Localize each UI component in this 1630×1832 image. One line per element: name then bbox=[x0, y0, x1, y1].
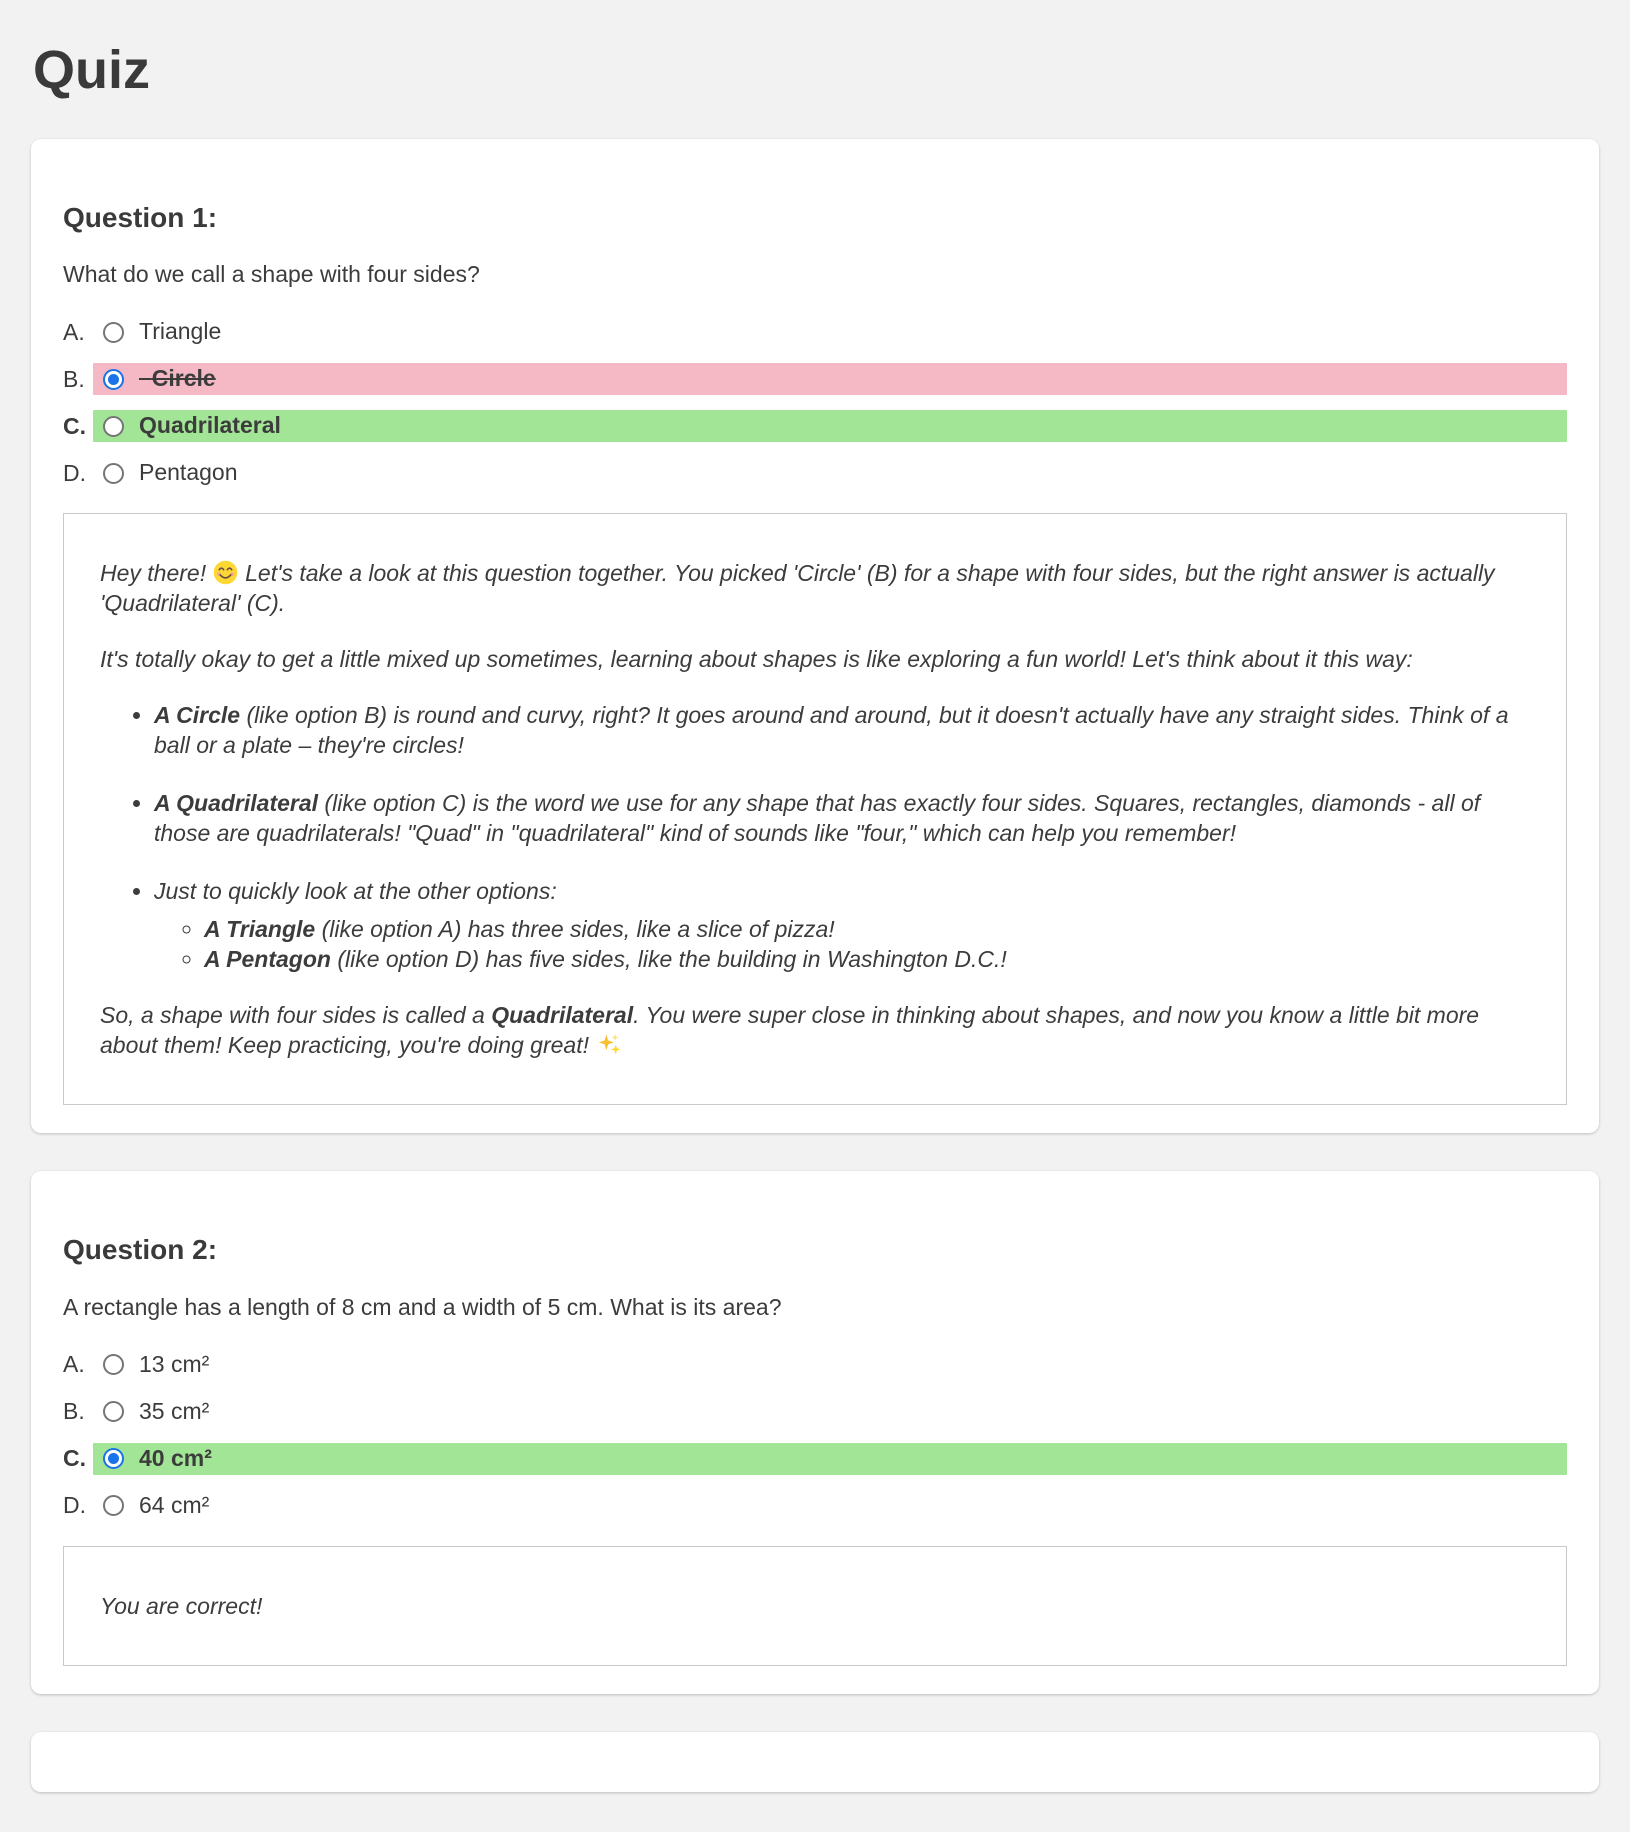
option-label: Triangle bbox=[139, 318, 222, 345]
feedback-paragraph-3 bbox=[100, 1000, 1530, 1060]
feedback-paragraph-1 bbox=[100, 558, 1530, 618]
feedback-bullet-circle bbox=[154, 700, 1530, 760]
radio-unselected-icon[interactable] bbox=[103, 322, 124, 343]
option-body bbox=[93, 316, 1567, 348]
option-label: 40 cm² bbox=[139, 1444, 212, 1471]
incorrect-answer-highlight bbox=[93, 363, 1567, 395]
question-2-options bbox=[63, 1349, 1567, 1522]
feedback-text: Let's take a look at this question together. You picked 'Circle' (B) for a shape with four sides, but the right answer is actually 'Quadrilateral' (C). bbox=[100, 560, 1495, 617]
question-1-options bbox=[63, 316, 1567, 489]
option-letter: D. bbox=[63, 1492, 86, 1519]
question-1-card bbox=[31, 139, 1599, 1133]
correct-answer-highlight bbox=[93, 1443, 1567, 1475]
question-1-option-b[interactable] bbox=[63, 363, 1567, 395]
feedback-text: . You were super close in thinking about shapes, and now you know a little bit more about them! Keep practicing, you're doing great! bbox=[100, 1002, 1480, 1059]
question-2-card bbox=[31, 1171, 1599, 1693]
feedback-message: You are correct! bbox=[100, 1592, 263, 1619]
radio-unselected-icon[interactable] bbox=[103, 1354, 124, 1375]
feedback-text: So, a shape with four sides is called a bbox=[100, 1002, 492, 1029]
option-label: 13 cm² bbox=[139, 1350, 210, 1377]
question-3-card-partial bbox=[31, 1732, 1599, 1792]
correct-answer-highlight bbox=[93, 410, 1567, 442]
option-label: Circle bbox=[151, 365, 216, 392]
option-body bbox=[93, 1490, 1567, 1522]
option-letter: C. bbox=[63, 1445, 86, 1472]
feedback-sub-bullet-list bbox=[154, 914, 1530, 974]
question-2-option-d[interactable] bbox=[63, 1490, 1567, 1522]
feedback-text: Hey there! bbox=[100, 560, 207, 587]
feedback-text: (like option B) is round and curvy, right? It goes around and around, but it doesn't actually have any straight sides. Think of a ball or a plate – they're circles! bbox=[154, 702, 1509, 759]
question-1-prompt: What do we call a shape with four sides? bbox=[63, 261, 480, 288]
feedback-text: (like option D) has five sides, like the building in Washington D.C.! bbox=[330, 946, 1007, 973]
feedback-bullet-list bbox=[100, 700, 1530, 974]
feedback-bullet-quadrilateral bbox=[154, 788, 1530, 848]
radio-unselected-icon[interactable] bbox=[103, 1401, 124, 1422]
question-2-prompt: A rectangle has a length of 8 cm and a width of 5 cm. What is its area? bbox=[63, 1293, 782, 1320]
option-letter: D. bbox=[63, 459, 86, 486]
question-2-option-b[interactable] bbox=[63, 1396, 1567, 1428]
radio-selected-icon[interactable] bbox=[103, 369, 124, 390]
question-2-feedback-box bbox=[63, 1546, 1567, 1666]
question-1-feedback-box bbox=[63, 513, 1567, 1105]
radio-unselected-icon[interactable] bbox=[103, 463, 124, 484]
feedback-text: Just to quickly look at the other options: bbox=[154, 878, 557, 905]
option-label: 64 cm² bbox=[139, 1491, 210, 1518]
feedback-bold-term: A Quadrilateral bbox=[154, 790, 319, 817]
option-label: 35 cm² bbox=[139, 1397, 210, 1424]
question-1-option-c[interactable] bbox=[63, 410, 1567, 442]
feedback-bold-term: A Triangle bbox=[204, 916, 316, 943]
option-body bbox=[93, 1396, 1567, 1428]
radio-unselected-icon[interactable] bbox=[103, 1495, 124, 1516]
question-2-heading: Question 2: bbox=[63, 1234, 218, 1266]
option-letter: A. bbox=[63, 1351, 85, 1378]
feedback-bold-term: A Pentagon bbox=[204, 946, 331, 973]
feedback-bold-term: Quadrilateral bbox=[491, 1002, 634, 1029]
feedback-bold-term: A Circle bbox=[154, 702, 241, 729]
option-label: Quadrilateral bbox=[139, 412, 281, 439]
option-letter: A. bbox=[63, 318, 85, 345]
feedback-paragraph-2: It's totally okay to get a little mixed up sometimes, learning about shapes is like exploring a fun world! Let's think about it this way: bbox=[100, 646, 1413, 673]
option-letter: B. bbox=[63, 1398, 85, 1425]
option-letter: C. bbox=[63, 412, 86, 439]
radio-unselected-icon[interactable] bbox=[103, 416, 124, 437]
feedback-sub-bullet-pentagon bbox=[204, 944, 1530, 974]
option-label: Pentagon bbox=[139, 459, 238, 486]
sparkles-emoji bbox=[597, 1032, 622, 1057]
feedback-text: (like option C) is the word we use for any shape that has exactly four sides. Squares, rectangles, diamonds - all of those are quadrilaterals! "Quad" in "quadrilateral" kind of sounds like "four," which can help you remember! bbox=[154, 790, 1481, 847]
page-title: Quiz bbox=[33, 40, 150, 100]
question-2-option-a[interactable] bbox=[63, 1349, 1567, 1381]
radio-selected-icon[interactable] bbox=[103, 1448, 124, 1469]
question-1-option-d[interactable] bbox=[63, 457, 1567, 489]
smiling-face-emoji bbox=[213, 560, 238, 585]
option-body bbox=[93, 1349, 1567, 1381]
question-1-heading: Question 1: bbox=[63, 201, 218, 233]
feedback-sub-bullet-triangle bbox=[204, 914, 1530, 944]
question-1-option-a[interactable] bbox=[63, 316, 1567, 348]
option-body bbox=[93, 457, 1567, 489]
feedback-text: (like option A) has three sides, like a slice of pizza! bbox=[315, 916, 835, 943]
option-letter: B. bbox=[63, 365, 85, 392]
question-2-option-c[interactable] bbox=[63, 1443, 1567, 1475]
feedback-bullet-other-options bbox=[154, 876, 1530, 974]
